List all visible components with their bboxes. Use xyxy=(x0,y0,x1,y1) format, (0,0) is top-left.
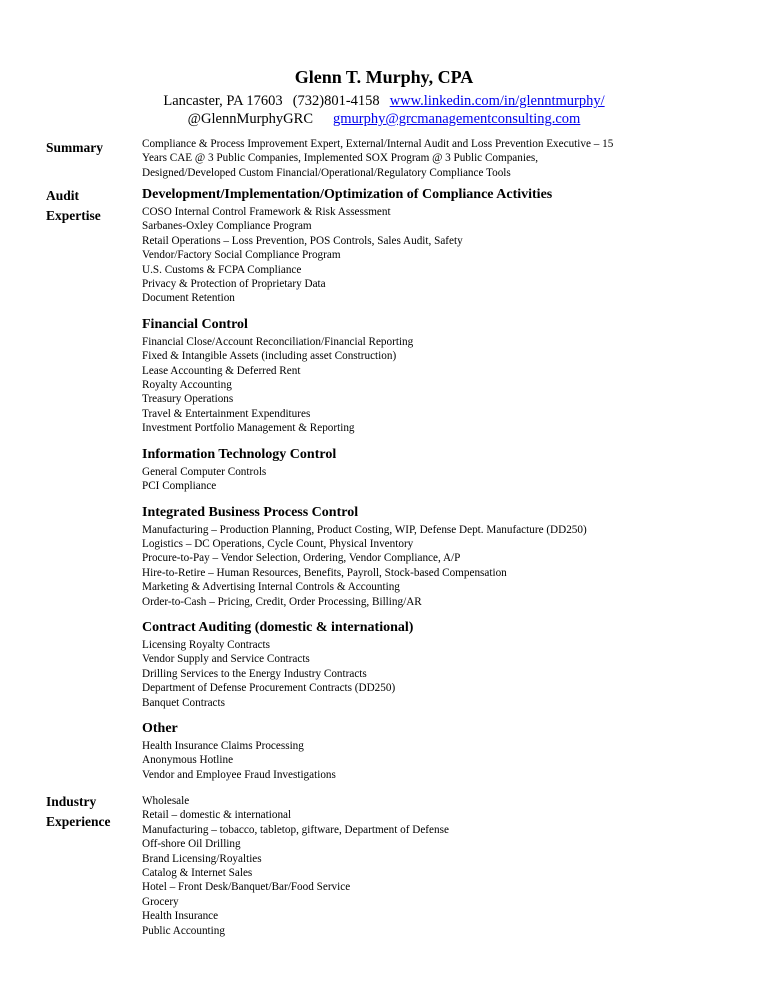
section-label-audit-line2: Expertise xyxy=(46,208,101,223)
list-item: Brand Licensing/Royalties xyxy=(142,852,262,865)
list-item: Health Insurance Claims Processing xyxy=(142,739,304,752)
list-item: Financial Close/Account Reconciliation/Financial Reporting xyxy=(142,335,414,348)
list-item: U.S. Customs & FCPA Compliance xyxy=(142,263,302,276)
list-item: COSO Internal Control Framework & Risk Assessment xyxy=(142,206,391,218)
contact-line-1 xyxy=(0,92,768,110)
list-item: Privacy & Protection of Proprietary Data xyxy=(142,278,326,291)
list-item: Off-shore Oil Drilling xyxy=(142,838,241,851)
list-item: Licensing Royalty Contracts xyxy=(142,638,271,651)
section-label-industry xyxy=(46,792,136,832)
list-item: Banquet Contracts xyxy=(142,696,225,709)
list-item: Catalog & Internet Sales xyxy=(142,867,253,880)
list-item: Retail Operations – Loss Prevention, POS Controls, Sales Audit, Safety xyxy=(142,234,463,247)
audit-group-financial xyxy=(142,316,742,436)
list-item: Marketing & Advertising Internal Controls & Accounting xyxy=(142,581,400,594)
list-item: Anonymous Hotline xyxy=(142,754,234,767)
list-item: PCI Compliance xyxy=(142,480,217,493)
email-link[interactable]: gmurphy@grcmanagementconsulting.com xyxy=(333,111,581,127)
audit-group-contract xyxy=(142,619,742,710)
list-item: Retail – domestic & international xyxy=(142,809,292,822)
summary-line: Compliance & Process Improvement Expert, External/Internal Audit and Loss Prevention Executive – 15 xyxy=(142,138,614,150)
group-title: Development/Implementation/Optimization of Compliance Activities xyxy=(142,187,553,202)
list-item: Order-to-Cash – Pricing, Credit, Order Processing, Billing/AR xyxy=(142,595,422,608)
candidate-name: Glenn T. Murphy, CPA xyxy=(294,67,474,87)
audit-group-business-process xyxy=(142,504,742,609)
list-item: Grocery xyxy=(142,895,179,908)
group-title: Integrated Business Process Control xyxy=(142,504,359,520)
summary-line: Designed/Developed Custom Financial/Operational/Regulatory Compliance Tools xyxy=(142,166,511,179)
list-item: Drilling Services to the Energy Industry Contracts xyxy=(142,667,367,680)
industry-content xyxy=(142,794,742,938)
group-title: Financial Control xyxy=(142,316,248,332)
list-item: Health Insurance xyxy=(142,910,219,923)
address: Lancaster, PA 17603 xyxy=(163,93,283,109)
list-item: Hotel – Front Desk/Banquet/Bar/Food Service xyxy=(142,881,351,894)
list-item: General Computer Controls xyxy=(142,465,267,478)
list-item: Manufacturing – Production Planning, Product Costing, WIP, Defense Dept. Manufacture (DD250) xyxy=(142,523,587,536)
list-item: Vendor and Employee Fraud Investigations xyxy=(142,768,336,781)
phone: (732)801-4158 xyxy=(292,93,380,109)
list-item: Document Retention xyxy=(142,292,235,305)
audit-group-it xyxy=(142,446,742,494)
contact-line-2 xyxy=(0,110,768,128)
section-label-audit-line1: Audit xyxy=(46,188,80,203)
list-item: Investment Portfolio Management & Reporting xyxy=(142,422,355,435)
list-item: Lease Accounting & Deferred Rent xyxy=(142,364,301,377)
section-label-industry-line2: Experience xyxy=(46,814,111,829)
audit-group-compliance xyxy=(142,186,742,306)
list-item: Travel & Entertainment Expenditures xyxy=(142,407,311,420)
section-label-audit xyxy=(46,186,136,226)
audit-content xyxy=(142,186,742,792)
list-item: Logistics – DC Operations, Cycle Count, Physical Inventory xyxy=(142,537,414,550)
list-item: Department of Defense Procurement Contracts (DD250) xyxy=(142,682,396,695)
section-label-industry-line1: Industry xyxy=(46,794,97,809)
group-title: Information Technology Control xyxy=(142,446,337,462)
list-item: Vendor/Factory Social Compliance Program xyxy=(142,249,341,262)
list-item: Treasury Operations xyxy=(142,393,234,406)
group-title: Contract Auditing (domestic & international) xyxy=(142,619,414,635)
list-item: Procure-to-Pay – Vendor Selection, Ordering, Vendor Compliance, A/P xyxy=(142,552,461,565)
list-item: Fixed & Intangible Assets (including asset Construction) xyxy=(142,350,397,363)
audit-group-other xyxy=(142,720,742,782)
list-item: Royalty Accounting xyxy=(142,379,232,392)
list-item: Wholesale xyxy=(142,795,190,807)
list-item: Manufacturing – tobacco, tabletop, giftware, Department of Defense xyxy=(142,823,449,836)
twitter-handle: @GlennMurphyGRC xyxy=(187,111,313,127)
section-label-summary: Summary xyxy=(46,140,103,155)
group-title: Other xyxy=(142,720,178,736)
list-item: Public Accounting xyxy=(142,924,225,937)
summary-line: Years CAE @ 3 Public Companies, Implemented SOX Program @ 3 Public Companies, xyxy=(142,152,539,165)
list-item: Sarbanes-Oxley Compliance Program xyxy=(142,220,312,233)
list-item: Hire-to-Retire – Human Resources, Benefits, Payroll, Stock-based Compensation xyxy=(142,566,507,579)
summary-content xyxy=(142,137,742,180)
linkedin-link[interactable]: www.linkedin.com/in/glenntmurphy/ xyxy=(389,93,605,109)
list-item: Vendor Supply and Service Contracts xyxy=(142,653,310,666)
